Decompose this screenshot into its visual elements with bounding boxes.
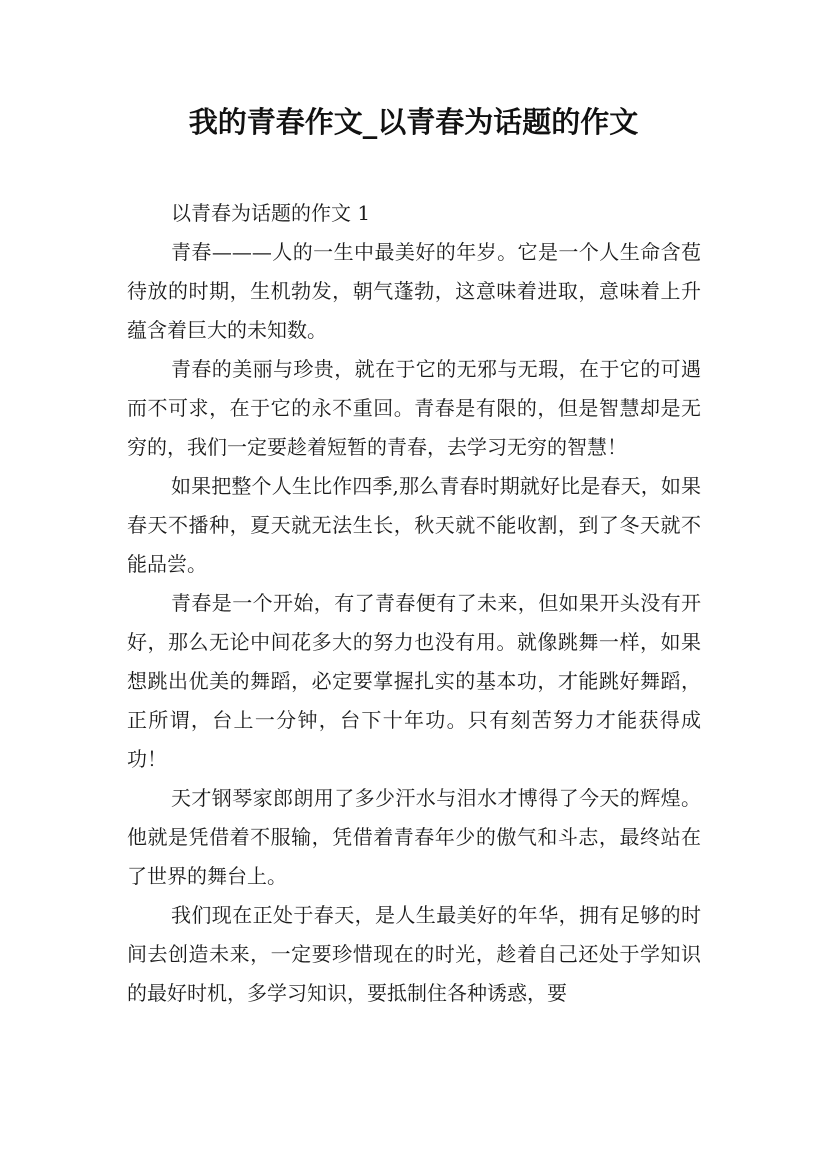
paragraph: 我们现在正处于春天，是人生最美好的年华，拥有足够的时间去创造未来，一定要珍惜现在的时光，趁着自己还处于学知识的最好时机，多学习知识，要抵制住各种诱惑，要 — [127, 903, 701, 1005]
paragraph: 青春———人的一生中最美好的年岁。它是一个人生命含苞待放的时期，生机勃发，朝气蓬勃，这意味着进取，意味着上升蕴含着巨大的未知数。 — [127, 240, 701, 342]
paragraph: 青春是一个开始，有了青春便有了未来，但如果开头没有开好，那么无论中间花多大的努力也没有用。就像跳舞一样，如果想跳出优美的舞蹈，必定要掌握扎实的基本功，才能跳好舞蹈，正所谓，台上一分钟，台下十年功。只有刻苦努力才能获得成功！ — [127, 591, 701, 771]
document-body — [127, 194, 701, 1013]
paragraph: 如果把整个人生比作四季,那么青春时期就好比是春天，如果春天不播种，夏天就无法生长，秋天就不能收割，到了冬天就不能品尝。 — [127, 474, 701, 576]
paragraph: 青春的美丽与珍贵，就在于它的无邪与无瑕，在于它的可遇而不可求，在于它的永不重回。青春是有限的，但是智慧却是无穷的，我们一定要趁着短暂的青春，去学习无穷的智慧！ — [127, 357, 701, 459]
paragraph: 天才钢琴家郎朗用了多少汗水与泪水才博得了今天的辉煌。他就是凭借着不服输，凭借着青春年少的傲气和斗志，最终站在了世界的舞台上。 — [127, 786, 701, 888]
document-title: 我的青春作文_以青春为话题的作文 — [188, 105, 639, 139]
section-heading: 以青春为话题的作文 1 — [171, 201, 371, 225]
